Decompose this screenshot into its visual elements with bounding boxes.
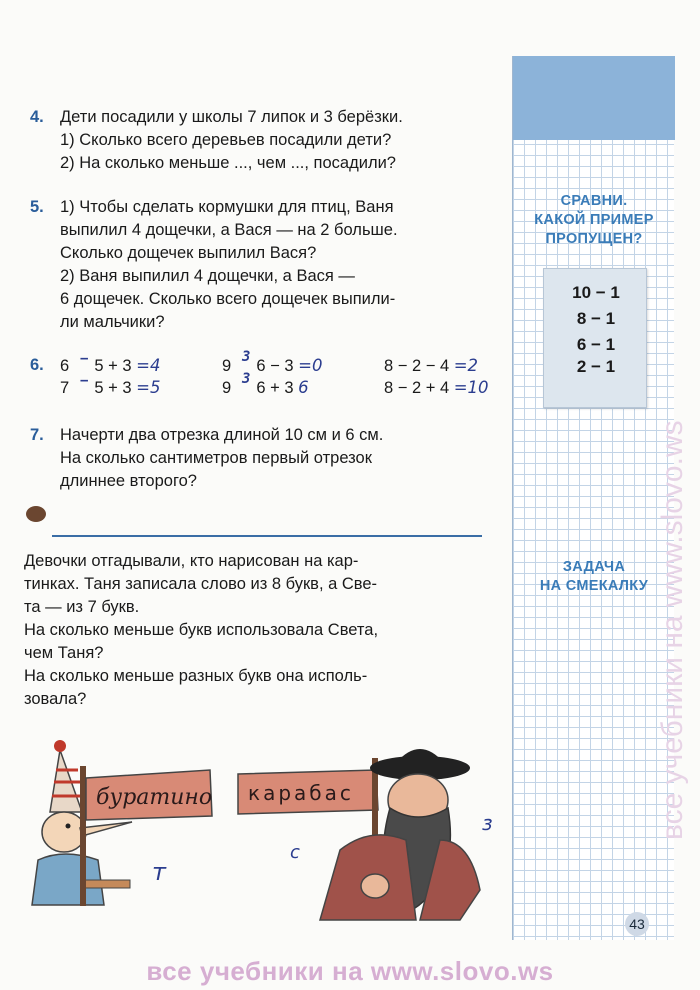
- operand: 9: [222, 379, 232, 397]
- task-line: На сколько сантиметров первый отрезок: [60, 449, 372, 467]
- example: 10 − 1: [572, 283, 620, 302]
- operand: 8 − 2 − 4: [384, 357, 450, 375]
- task-5: [24, 196, 494, 334]
- page-number: 43: [625, 912, 649, 936]
- task-6: [24, 349, 494, 404]
- expression: [384, 354, 478, 378]
- example: 6 − 1: [576, 335, 616, 354]
- compare-title-line: ПРОПУЩЕН?: [545, 231, 643, 247]
- handwritten-letter: з: [482, 811, 493, 835]
- expression: [222, 376, 309, 400]
- task-line: Сколько дощечек выпилил Вася?: [60, 244, 317, 262]
- handwritten-answer: 6: [298, 378, 309, 397]
- operand: 6 − 3: [256, 357, 294, 375]
- operand: 6: [60, 357, 70, 375]
- task-line: На сколько меньше разных букв она исполь-: [24, 667, 368, 685]
- task-line: та — из 7 букв.: [24, 598, 140, 616]
- compare-title-line: СРАВНИ.: [560, 193, 628, 209]
- task-line: тинках. Таня записала слово из 8 букв, а Све-: [24, 575, 378, 593]
- example: 8 − 1: [576, 309, 616, 328]
- handwritten-answer: =5: [136, 378, 161, 397]
- handwritten-sign: 3: [242, 349, 251, 365]
- task-line: Дети посадили у школы 7 липок и 3 берёзки.: [60, 108, 403, 126]
- puzzle-title-line: ЗАДАЧА: [562, 559, 626, 575]
- task-number: 7.: [30, 426, 44, 444]
- task-line: 2) Ваня выпилил 4 дощечки, а Вася —: [60, 267, 355, 285]
- task-line: На сколько меньше букв использовала Света,: [24, 621, 379, 639]
- operand: 9: [222, 357, 232, 375]
- task-number: 5.: [30, 198, 44, 216]
- handwritten-sign: −: [80, 351, 89, 367]
- sign-text: буратино: [96, 785, 213, 810]
- task-number: 6.: [30, 356, 44, 374]
- expression: [222, 354, 322, 378]
- puzzle-title-line: НА СМЕКАЛКУ: [539, 578, 649, 594]
- task-number: 4.: [30, 108, 44, 126]
- expression: [384, 376, 489, 400]
- section-divider: [52, 535, 482, 537]
- handwritten-letter: с: [290, 842, 300, 863]
- operand: 6 + 3: [256, 379, 294, 397]
- operand: 7: [60, 379, 70, 397]
- watermark-text: все учебники на www.slovo.ws: [656, 420, 689, 840]
- watermark: [600, 150, 700, 840]
- handwritten-answer: =0: [298, 356, 323, 375]
- example: 2 − 1: [576, 357, 616, 376]
- puzzle-task: [24, 550, 494, 711]
- task-line: 1) Сколько всего деревьев посадили дети?: [60, 131, 392, 149]
- operand: 8 − 2 + 4: [384, 379, 450, 397]
- task-line: длиннее второго?: [60, 472, 197, 490]
- handwritten-sign: −: [80, 373, 89, 389]
- operand: 5 + 3: [94, 357, 132, 375]
- sign-text: карабас: [248, 781, 354, 805]
- illustration: [20, 730, 500, 930]
- task-line: 6 дощечек. Сколько всего дощечек выпили-: [60, 290, 396, 308]
- task-line: 1) Чтобы сделать кормушки для птиц, Ваня: [60, 198, 394, 216]
- expression: [60, 376, 160, 400]
- task-line: ли мальчики?: [60, 313, 165, 331]
- handwritten-answer: =2: [453, 356, 479, 375]
- task-7: [24, 424, 494, 493]
- compare-title-line: КАКОЙ ПРИМЕР: [534, 212, 654, 228]
- task-line: чем Таня?: [24, 644, 104, 662]
- section-marker-icon: [26, 506, 46, 522]
- handwritten-answer: =4: [136, 356, 161, 375]
- task-line: зовала?: [24, 690, 87, 708]
- task-line: 2) На сколько меньше ..., чем ..., посадили?: [60, 154, 396, 172]
- footer-watermark: все учебники на www.slovo.ws: [146, 956, 554, 986]
- sidebar-header-band: [513, 56, 675, 140]
- operand: 5 + 3: [94, 379, 132, 397]
- task-line: выпилил 4 дощечки, а Вася — на 2 больше.: [60, 221, 398, 239]
- handwritten-letter: т: [152, 858, 166, 886]
- task-line: Начерти два отрезка длиной 10 см и 6 см.: [60, 426, 384, 444]
- handwritten-answer: =10: [453, 378, 489, 397]
- handwritten-sign: 3: [242, 371, 251, 387]
- task-4: [24, 106, 494, 175]
- task-line: Девочки отгадывали, кто нарисован на кар-: [24, 552, 359, 570]
- expression: [60, 354, 160, 378]
